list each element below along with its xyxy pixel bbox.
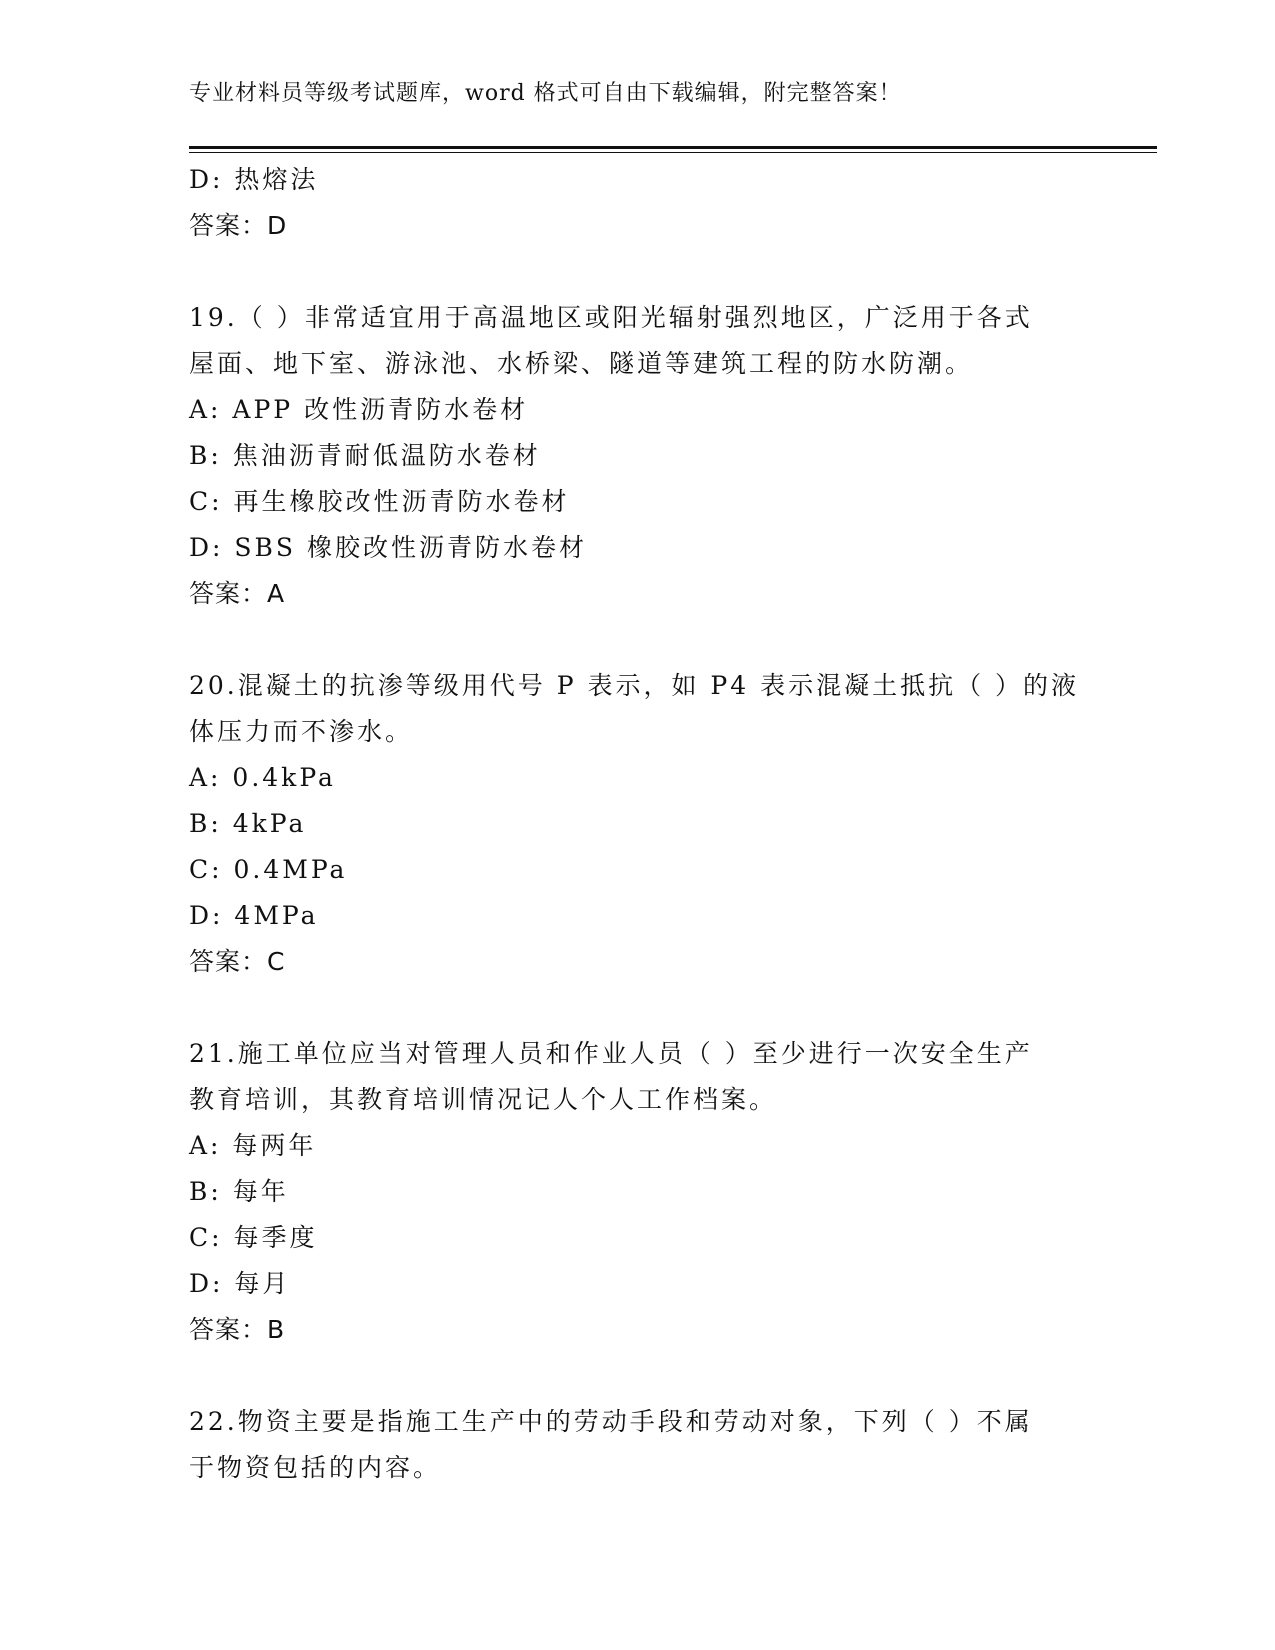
header-rule-thick xyxy=(189,146,1157,149)
answer-line: 答案：B xyxy=(189,1315,286,1344)
question-text-line: 22.物资主要是指施工生产中的劳动手段和劳动对象，下列（ ）不属 xyxy=(189,1407,1033,1436)
question-text-line: 21.施工单位应当对管理人员和作业人员（ ）至少进行一次安全生产 xyxy=(189,1039,1033,1068)
answer-line: 答案：C xyxy=(189,947,286,976)
question-block-20 xyxy=(189,663,1089,985)
option-a: A: 每两年 xyxy=(189,1131,317,1160)
question-block-19 xyxy=(189,295,1089,617)
option-c: C: 0.4MPa xyxy=(189,855,348,884)
option-d: D: SBS 橡胶改性沥青防水卷材 xyxy=(189,533,587,562)
option-b: B: 4kPa xyxy=(189,809,307,838)
question-block-22 xyxy=(189,1399,1089,1491)
question-block-21 xyxy=(189,1031,1089,1353)
option-a: A: APP 改性沥青防水卷材 xyxy=(189,395,529,424)
option-d: D: 每月 xyxy=(189,1269,291,1298)
question-text-line: 19.（ ）非常适宜用于高温地区或阳光辐射强烈地区，广泛用于各式 xyxy=(189,303,1033,332)
option-d: D: 热熔法 xyxy=(189,165,319,194)
question-text-line: 于物资包括的内容。 xyxy=(189,1453,442,1482)
question-text-line: 20.混凝土的抗渗等级用代号 P 表示，如 P4 表示混凝土抵抗（ ）的液 xyxy=(189,671,1080,700)
question-block-18 xyxy=(189,157,1089,249)
question-text-line: 体压力而不渗水。 xyxy=(189,717,414,746)
option-b: B: 每年 xyxy=(189,1177,289,1206)
page-header: 专业材料员等级考试题库，word 格式可自由下载编辑，附完整答案！ xyxy=(189,81,902,106)
answer-line: 答案：A xyxy=(189,579,286,608)
option-c: C: 再生橡胶改性沥青防水卷材 xyxy=(189,487,570,516)
option-b: B: 焦油沥青耐低温防水卷材 xyxy=(189,441,541,470)
header-rule-thin xyxy=(189,152,1157,153)
question-text-line: 屋面、地下室、游泳池、水桥梁、隧道等建筑工程的防水防潮。 xyxy=(189,349,974,378)
option-c: C: 每季度 xyxy=(189,1223,318,1252)
option-a: A: 0.4kPa xyxy=(189,763,336,792)
answer-line: 答案：D xyxy=(189,211,288,240)
question-text-line: 教育培训，其教育培训情况记人个人工作档案。 xyxy=(189,1085,778,1114)
page-content xyxy=(189,157,1089,1491)
option-d: D: 4MPa xyxy=(189,901,319,930)
